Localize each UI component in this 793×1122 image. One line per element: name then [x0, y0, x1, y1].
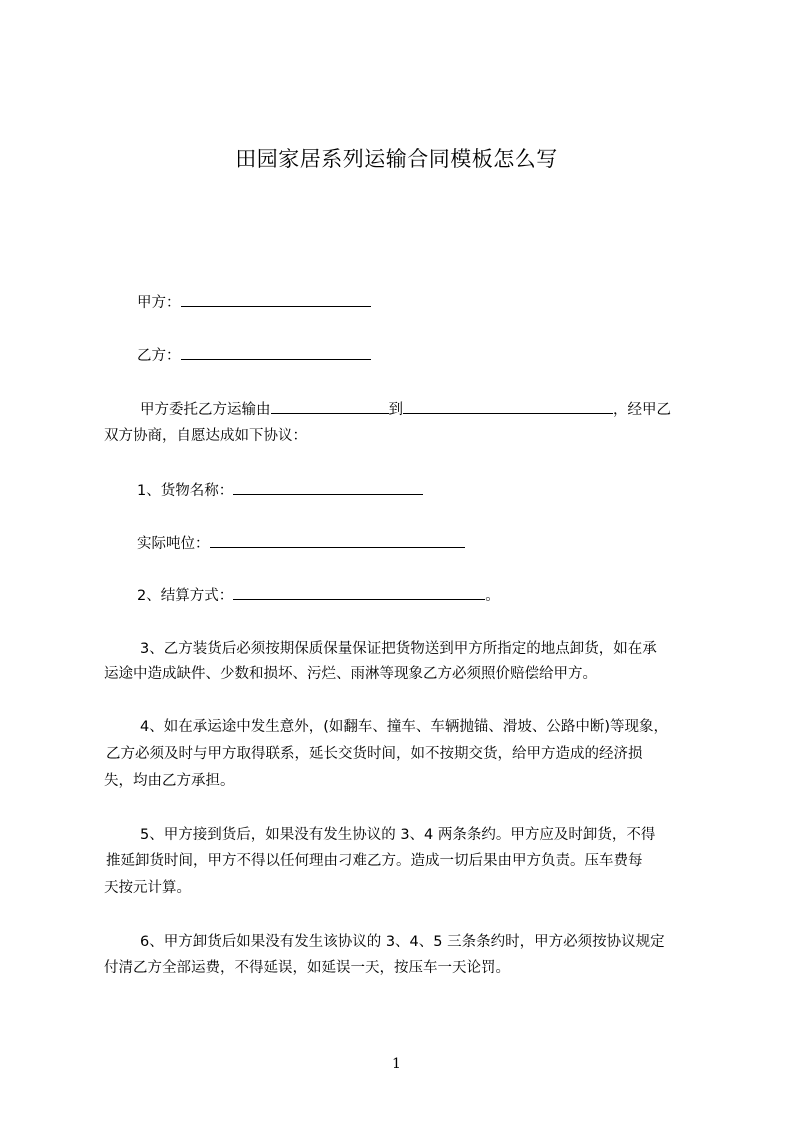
party-b-blank[interactable]: [181, 345, 371, 360]
goods-name-blank[interactable]: [233, 480, 423, 495]
clause5-line-3: 天按元计算。: [104, 880, 191, 896]
clause4-line-2: 乙方必须及时与甲方取得联系，延长交货时间，如不按期交货，给甲方造成的经济损: [106, 746, 643, 762]
goods-name-label: 1、货物名称：: [137, 483, 234, 499]
clause5-line-1: 5、甲方接到货后，如果没有发生协议的 3、4 两条条约。甲方应及时卸货，不得: [140, 827, 656, 843]
page-number: 1: [392, 1056, 401, 1072]
item1-line: [137, 480, 423, 501]
intro-line-2: 双方协商，自愿达成如下协议：: [104, 428, 307, 444]
origin-blank[interactable]: [271, 399, 389, 414]
item2-line: [137, 585, 500, 606]
settlement-end: 。: [485, 588, 500, 604]
settlement-blank[interactable]: [233, 585, 485, 600]
clause6-line-2: 付清乙方全部运费，不得延误，如延误一天，按压车一天论罚。: [104, 960, 510, 976]
intro-text-1: 甲方委托乙方运输由: [140, 402, 271, 418]
party-a-blank[interactable]: [181, 292, 371, 307]
clause3-line-2: 运途中造成缺件、少数和损坏、污烂、雨淋等现象乙方必须照价赔偿给甲方。: [104, 666, 597, 682]
intro-text-2: ，经甲乙: [613, 402, 671, 418]
tonnage-blank[interactable]: [210, 533, 465, 548]
party-a-line: [137, 292, 371, 313]
party-b-line: [137, 345, 371, 366]
tonnage-label: 实际吨位：: [137, 536, 210, 552]
clause5-line-2: 推延卸货时间，甲方不得以任何理由刁难乙方。造成一切后果由甲方负责。压车费每: [106, 853, 643, 869]
page-title: 田园家居系列运输合同模板怎么写: [235, 147, 558, 171]
clause6-line-1: 6、甲方卸货后如果没有发生该协议的 3、4、5 三条条约时，甲方必须按协议规定: [140, 934, 665, 950]
intro-line-1: [140, 399, 671, 420]
clause3-line-1: 3、乙方装货后必须按期保质保量保证把货物送到甲方所指定的地点卸货，如在承: [140, 641, 657, 657]
clause4-line-1: 4、如在承运途中发生意外，(如翻车、撞车、车辆抛锚、滑坡、公路中断)等现象，: [140, 719, 669, 735]
party-b-label: 乙方：: [137, 348, 181, 364]
tonnage-line: [137, 533, 465, 554]
intro-to-text: 到: [388, 402, 403, 418]
settlement-label: 2、结算方式：: [137, 588, 234, 604]
party-a-label: 甲方：: [137, 295, 181, 311]
clause4-line-3: 失，均由乙方承担。: [104, 773, 235, 789]
destination-blank[interactable]: [403, 399, 613, 414]
